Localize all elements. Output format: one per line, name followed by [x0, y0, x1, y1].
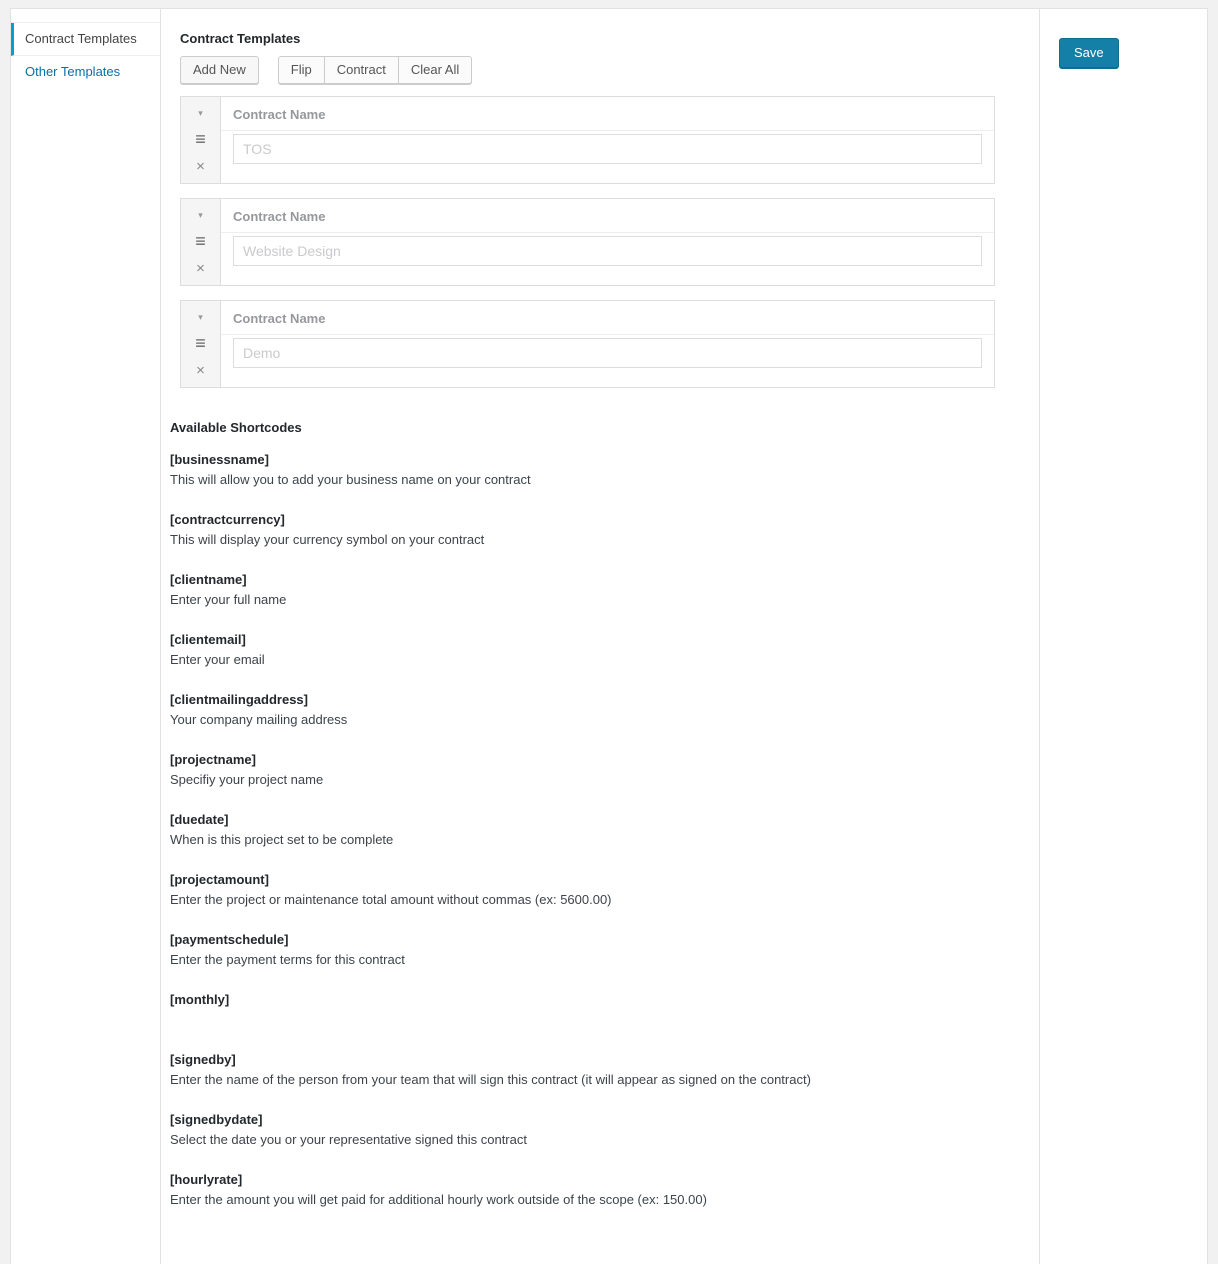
shortcode-item	[170, 510, 1013, 550]
contract-button[interactable]: Contract	[324, 56, 399, 84]
shortcode-description: Enter your email	[170, 652, 265, 667]
shortcode-item	[170, 1050, 1013, 1090]
shortcode-name: [paymentschedule]	[170, 932, 289, 947]
settings-panel	[10, 8, 1208, 1264]
shortcode-item	[170, 750, 1013, 790]
repeater-toolbar	[180, 56, 1013, 84]
shortcode-description: Your company mailing address	[170, 712, 348, 727]
shortcode-description: Enter the payment terms for this contract	[170, 952, 405, 967]
shortcode-item	[170, 450, 1013, 490]
shortcode-name: [hourlyrate]	[170, 1172, 243, 1187]
row-body	[221, 335, 994, 368]
drag-handle-icon[interactable]: ≡	[195, 231, 206, 251]
delete-row-icon[interactable]: ×	[196, 362, 205, 379]
shortcode-description: When is this project set to be complete	[170, 832, 394, 847]
shortcode-item	[170, 870, 1013, 910]
drag-handle-icon[interactable]: ≡	[195, 333, 206, 353]
shortcode-description: Specifiy your project name	[170, 772, 324, 787]
template-tabs-sidebar	[11, 9, 160, 1264]
shortcode-description	[170, 1010, 1013, 1030]
toolbar-button-group	[278, 56, 473, 84]
contract-name-label: Contract Name	[221, 199, 994, 233]
shortcode-description: Enter your full name	[170, 592, 287, 607]
delete-row-icon[interactable]: ×	[196, 260, 205, 277]
shortcode-name: [monthly]	[170, 992, 230, 1007]
shortcode-item	[170, 630, 1013, 670]
tab-contract-templates[interactable]: Contract Templates	[11, 23, 160, 56]
shortcode-name: [clientname]	[170, 572, 247, 587]
row-body	[221, 131, 994, 164]
save-column	[1040, 9, 1207, 1264]
shortcode-description: Enter the amount you will get paid for additional hourly work outside of the scope (ex: 150.00)	[170, 1192, 707, 1207]
contract-templates-panel	[160, 9, 1040, 1264]
shortcode-item	[170, 990, 1013, 1030]
shortcode-description: Enter the name of the person from your team that will sign this contract (it will appear as signed on the contract)	[170, 1072, 811, 1087]
collapse-icon[interactable]: ▾	[198, 108, 203, 118]
shortcode-description: This will allow you to add your business name on your contract	[170, 472, 531, 487]
drag-handle-icon[interactable]: ≡	[195, 129, 206, 149]
shortcode-description: Select the date you or your representative signed this contract	[170, 1132, 527, 1147]
shortcode-item	[170, 570, 1013, 610]
contract-name-input[interactable]	[233, 236, 982, 266]
shortcode-item	[170, 1110, 1013, 1150]
row-main	[221, 199, 994, 285]
contract-template-row	[180, 300, 995, 388]
row-controls	[181, 97, 221, 183]
shortcode-name: [signedby]	[170, 1052, 236, 1067]
shortcode-name: [projectname]	[170, 752, 256, 767]
contract-template-row	[180, 198, 995, 286]
row-controls	[181, 301, 221, 387]
save-button[interactable]: Save	[1059, 38, 1119, 68]
shortcode-name: [signedbydate]	[170, 1112, 263, 1127]
contract-name-input[interactable]	[233, 134, 982, 164]
shortcode-name: [clientmailingaddress]	[170, 692, 308, 707]
shortcode-name: [contractcurrency]	[170, 512, 285, 527]
contract-template-row	[180, 96, 995, 184]
contract-name-input[interactable]	[233, 338, 982, 368]
contract-name-label: Contract Name	[221, 301, 994, 335]
clear-all-button[interactable]: Clear All	[398, 56, 472, 84]
tab-other-templates[interactable]: Other Templates	[25, 64, 121, 79]
shortcode-name: [businessname]	[170, 452, 269, 467]
row-body	[221, 233, 994, 266]
row-controls	[181, 199, 221, 285]
contract-name-label: Contract Name	[221, 97, 994, 131]
collapse-icon[interactable]: ▾	[198, 210, 203, 220]
available-shortcodes-heading: Available Shortcodes	[170, 420, 302, 435]
shortcode-description: This will display your currency symbol on your contract	[170, 532, 485, 547]
delete-row-icon[interactable]: ×	[196, 158, 205, 175]
shortcode-item	[170, 1170, 1013, 1210]
flip-button[interactable]: Flip	[278, 56, 325, 84]
collapse-icon[interactable]: ▾	[198, 312, 203, 322]
page-title: Contract Templates	[180, 31, 301, 46]
shortcode-description: Enter the project or maintenance total amount without commas (ex: 5600.00)	[170, 892, 612, 907]
shortcode-name: [projectamount]	[170, 872, 269, 887]
shortcode-item	[170, 810, 1013, 850]
add-new-button[interactable]: Add New	[180, 56, 259, 84]
shortcode-name: [duedate]	[170, 812, 229, 827]
sidebar-spacer	[11, 9, 160, 23]
row-main	[221, 301, 994, 387]
row-main	[221, 97, 994, 183]
shortcode-name: [clientemail]	[170, 632, 246, 647]
shortcode-item	[170, 930, 1013, 970]
shortcode-item	[170, 690, 1013, 730]
